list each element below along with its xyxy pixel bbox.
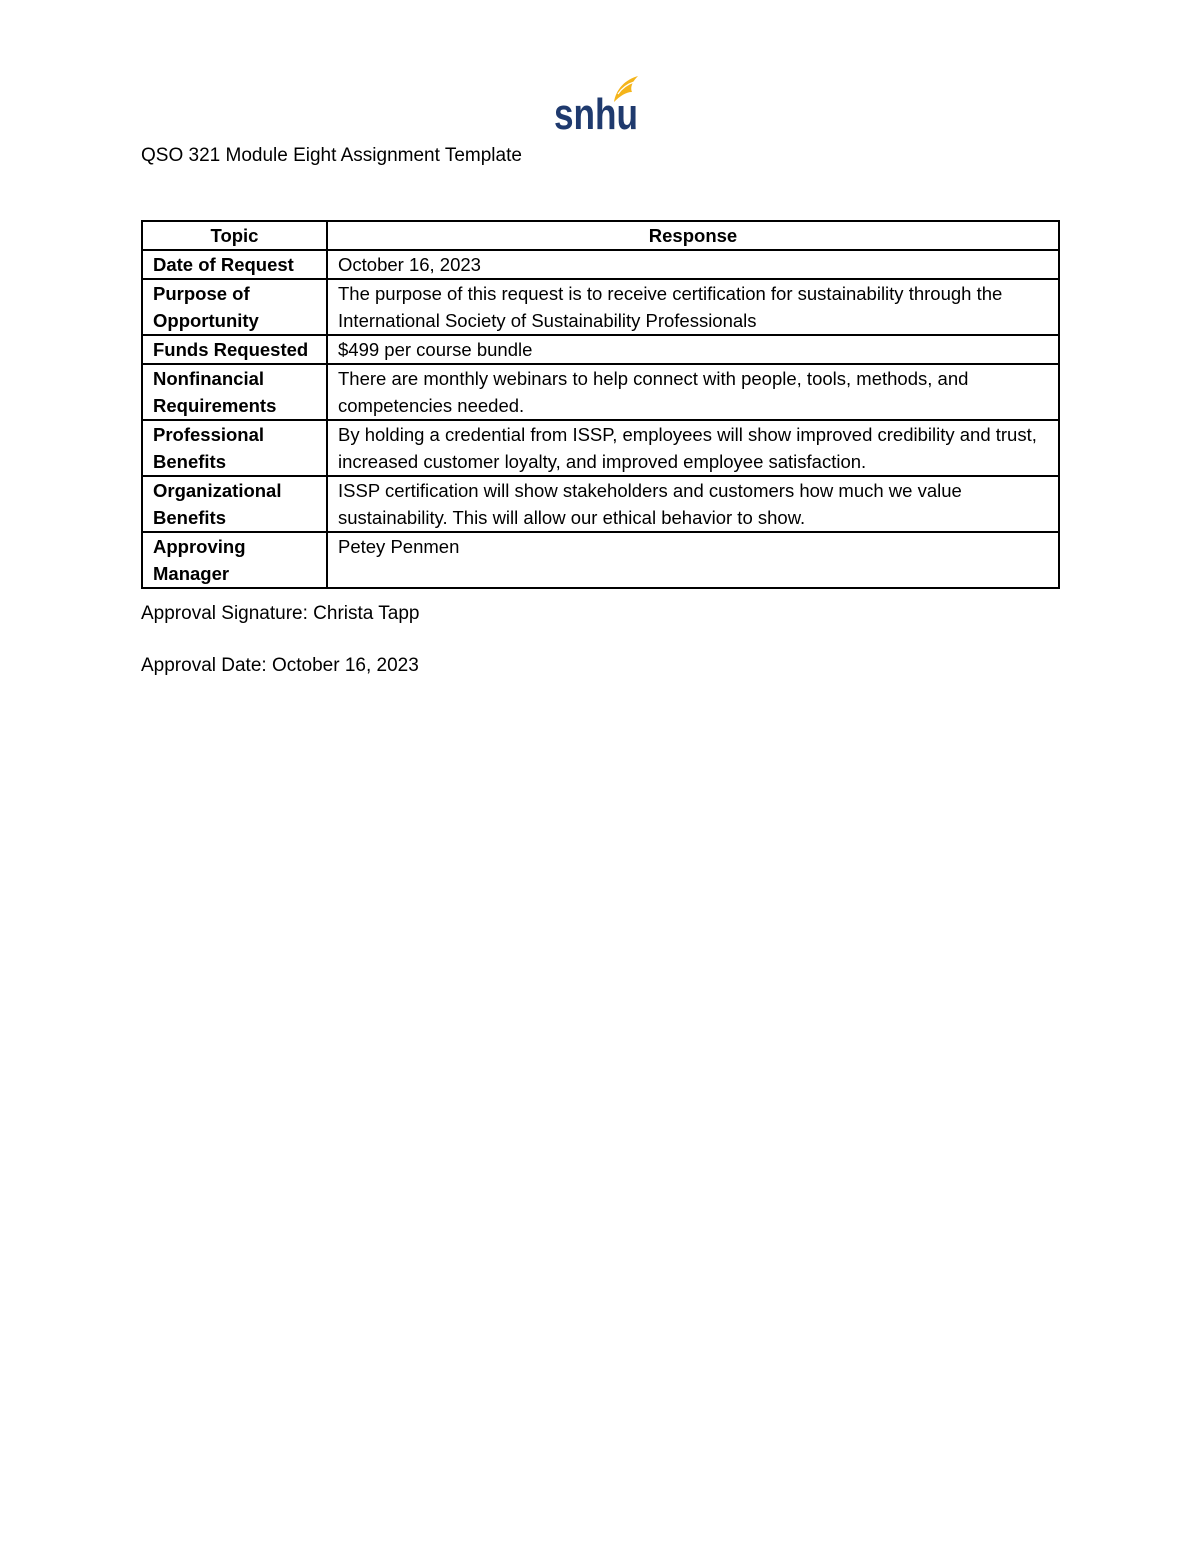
response-cell: Petey Penmen [327,532,1059,588]
topic-cell: Funds Requested [142,335,327,364]
approval-date: Approval Date: October 16, 2023 [141,655,419,676]
table-header-row [142,221,1059,250]
topic-header: Topic [142,221,327,250]
table-row [142,364,1059,420]
table-row [142,476,1059,532]
logo-wordmark: snhu [554,90,638,139]
document-title: QSO 321 Module Eight Assignment Template [141,145,522,166]
flame-icon [552,72,642,139]
table-row [142,335,1059,364]
topic-cell: Nonfinancial Requirements [142,364,327,420]
table-row [142,420,1059,476]
response-cell: $499 per course bundle [327,335,1059,364]
response-header: Response [327,221,1059,250]
table-row [142,250,1059,279]
snhu-logo [552,72,642,139]
topic-cell: Approving Manager [142,532,327,588]
response-cell: October 16, 2023 [327,250,1059,279]
response-cell: By holding a credential from ISSP, employees will show improved credibility and trust, increased customer loyalty, and improved employee satisfaction. [327,420,1059,476]
topic-cell: Organizational Benefits [142,476,327,532]
approval-signature: Approval Signature: Christa Tapp [141,603,420,624]
response-cell: The purpose of this request is to receive certification for sustainability through the International Society of Sustainability Professionals [327,279,1059,335]
topic-cell: Date of Request [142,250,327,279]
response-cell: There are monthly webinars to help connect with people, tools, methods, and competencies needed. [327,364,1059,420]
topic-cell: Professional Benefits [142,420,327,476]
response-cell: ISSP certification will show stakeholders and customers how much we value sustainability. This will allow our ethical behavior to show. [327,476,1059,532]
table-row [142,532,1059,588]
topic-cell: Purpose of Opportunity [142,279,327,335]
request-table [141,220,1060,589]
table-row [142,279,1059,335]
